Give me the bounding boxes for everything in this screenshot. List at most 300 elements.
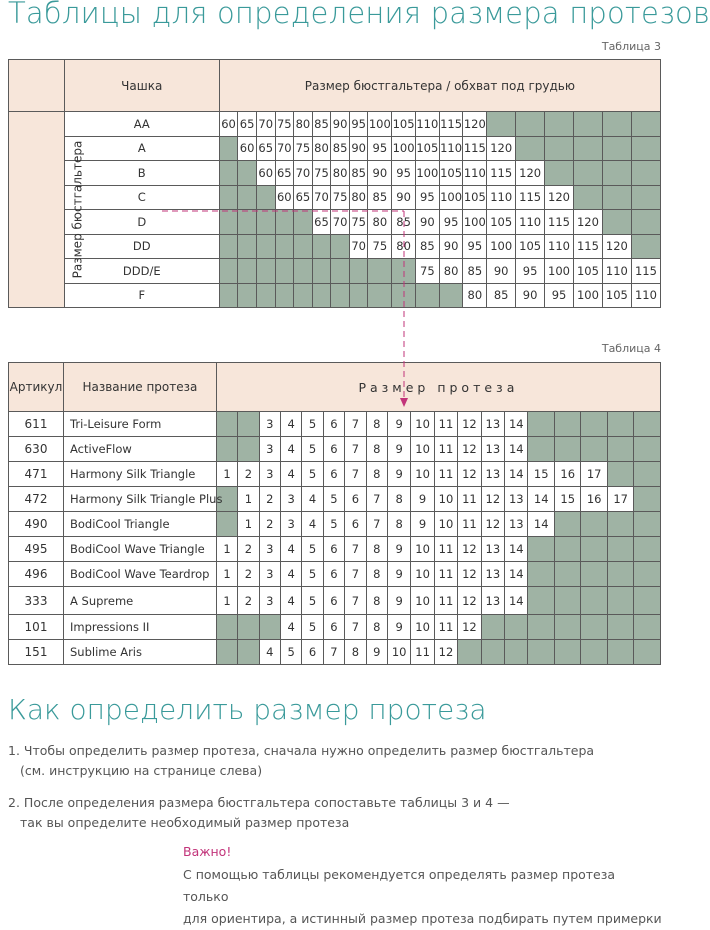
prosthesis-size-cell: 12	[458, 412, 481, 437]
prosthesis-size-cell: 13	[481, 537, 504, 562]
table4-caption: Таблица 4	[601, 342, 661, 355]
prosthesis-size-cell: 7	[345, 562, 366, 587]
table-row	[9, 112, 661, 137]
bra-size-cell: 90	[487, 259, 516, 284]
empty-cell	[238, 259, 257, 284]
prosthesis-size-cell: 6	[323, 437, 344, 462]
empty-cell	[275, 234, 294, 259]
prosthesis-size-cell: 14	[505, 437, 528, 462]
bra-size-cell: 90	[349, 136, 368, 161]
table-row	[9, 259, 661, 284]
prosthesis-size-cell: 8	[387, 487, 410, 512]
prosthesis-size-cell: 3	[259, 587, 280, 615]
bra-size-cell: 115	[439, 112, 463, 137]
prosthesis-name-cell: Harmony Silk Triangle Plus	[64, 487, 217, 512]
important-note-line-1: С помощью таблицы рекомендуется определять размер протеза только	[183, 867, 616, 904]
empty-cell	[238, 210, 257, 235]
prosthesis-size-cell: 9	[387, 437, 410, 462]
empty-cell	[516, 112, 545, 137]
prosthesis-size-cell: 16	[554, 462, 580, 487]
empty-cell	[331, 283, 350, 308]
empty-cell	[312, 234, 331, 259]
bra-size-cell: 80	[368, 210, 392, 235]
empty-cell	[607, 462, 633, 487]
empty-cell	[607, 587, 633, 615]
empty-cell	[554, 640, 580, 665]
prosthesis-size-cell: 4	[280, 412, 301, 437]
empty-cell	[554, 615, 580, 640]
page-title: Таблицы для определения размера протезов	[8, 0, 710, 30]
step-2-number: 2.	[8, 795, 20, 810]
bra-size-cell: 95	[545, 283, 574, 308]
prosthesis-size-cell: 6	[323, 537, 344, 562]
step-1-number: 1.	[8, 743, 20, 758]
empty-cell	[607, 412, 633, 437]
empty-cell	[458, 640, 481, 665]
prosthesis-size-cell: 9	[366, 640, 387, 665]
empty-cell	[528, 412, 554, 437]
prosthesis-size-cell: 1	[216, 587, 237, 615]
empty-cell	[602, 112, 631, 137]
bra-size-cell: 115	[631, 259, 660, 284]
empty-cell	[216, 512, 237, 537]
empty-cell	[256, 185, 275, 210]
table-row	[9, 587, 661, 615]
prosthesis-name-cell: A Supreme	[64, 587, 217, 615]
bra-size-cell: 90	[415, 210, 439, 235]
prosthesis-size-cell: 6	[345, 487, 366, 512]
bra-size-cell: 70	[275, 136, 294, 161]
empty-cell	[631, 210, 660, 235]
table-row	[9, 234, 661, 259]
bra-size-cell: 105	[516, 234, 545, 259]
prosthesis-size-cell: 12	[458, 437, 481, 462]
prosthesis-size-cell: 9	[387, 587, 410, 615]
prosthesis-size-cell: 11	[411, 640, 434, 665]
empty-cell	[487, 112, 516, 137]
bra-size-cell: 75	[331, 185, 350, 210]
bra-size-cell: 100	[392, 136, 416, 161]
bra-size-cell: 110	[545, 234, 574, 259]
prosthesis-size-cell: 13	[481, 587, 504, 615]
table-row	[9, 185, 661, 210]
table-row	[9, 562, 661, 587]
bra-size-cell: 110	[516, 210, 545, 235]
empty-cell	[294, 210, 313, 235]
prosthesis-size-cell: 12	[458, 462, 481, 487]
empty-cell	[481, 615, 504, 640]
empty-cell	[634, 412, 661, 437]
article-cell: 472	[9, 487, 64, 512]
bra-size-cell: 105	[602, 283, 631, 308]
important-title: Важно!	[183, 844, 232, 859]
empty-cell	[415, 283, 439, 308]
bra-size-cell: 60	[219, 112, 238, 137]
empty-cell	[581, 615, 607, 640]
bra-size-cell: 90	[331, 112, 350, 137]
bra-size-cell: 85	[349, 161, 368, 186]
prosthesis-name-cell: Impressions II	[64, 615, 217, 640]
prosthesis-size-cell: 10	[411, 462, 434, 487]
prosthesis-size-header-text: Размер протеза	[358, 379, 519, 395]
empty-cell	[602, 185, 631, 210]
bra-size-cell: 75	[312, 161, 331, 186]
prosthesis-size-cell: 8	[387, 512, 410, 537]
bra-size-cell: 100	[545, 259, 574, 284]
bra-size-cell: 95	[516, 259, 545, 284]
empty-cell	[545, 112, 574, 137]
prosthesis-size-cell: 9	[387, 412, 410, 437]
bra-size-cell: 115	[516, 185, 545, 210]
step-1-continuation: (см. инструкцию на странице слева)	[20, 763, 263, 778]
prosthesis-size-cell: 9	[411, 512, 434, 537]
bra-size-cell: 120	[602, 234, 631, 259]
empty-cell	[545, 161, 574, 186]
bra-size-cell: 120	[516, 161, 545, 186]
cup-label: F	[64, 283, 219, 308]
empty-cell	[634, 512, 661, 537]
empty-cell	[607, 512, 633, 537]
bra-size-cell: 115	[545, 210, 574, 235]
bra-size-cell: 95	[439, 210, 463, 235]
bra-size-cell: 80	[294, 112, 313, 137]
bra-size-header: Размер бюстгальтера / обхват под грудью	[219, 60, 660, 112]
empty-cell	[581, 412, 607, 437]
prosthesis-size-cell: 10	[434, 487, 457, 512]
article-cell: 333	[9, 587, 64, 615]
empty-cell	[216, 615, 237, 640]
bra-size-cell: 110	[602, 259, 631, 284]
prosthesis-size-cell: 12	[481, 512, 504, 537]
empty-cell	[238, 437, 259, 462]
prosthesis-size-cell: 12	[458, 562, 481, 587]
prosthesis-size-cell: 4	[280, 562, 301, 587]
empty-cell	[528, 587, 554, 615]
article-cell: 101	[9, 615, 64, 640]
article-cell: 611	[9, 412, 64, 437]
table-row	[9, 537, 661, 562]
prosthesis-size-cell: 4	[302, 512, 323, 537]
empty-cell	[581, 437, 607, 462]
bra-size-cell: 85	[415, 234, 439, 259]
bra-size-cell: 80	[439, 259, 463, 284]
empty-cell	[216, 640, 237, 665]
empty-cell	[275, 283, 294, 308]
empty-cell	[238, 234, 257, 259]
bra-size-cell: 70	[294, 161, 313, 186]
prosthesis-size-cell: 8	[345, 640, 366, 665]
prosthesis-size-cell: 11	[434, 562, 457, 587]
empty-cell	[602, 210, 631, 235]
empty-cell	[607, 562, 633, 587]
cup-label: DD	[64, 234, 219, 259]
prosthesis-size-cell: 13	[481, 562, 504, 587]
prosthesis-size-cell: 16	[581, 487, 607, 512]
empty-cell	[219, 234, 238, 259]
bra-size-cell: 70	[331, 210, 350, 235]
bra-size-cell: 120	[463, 112, 487, 137]
prosthesis-size-cell: 7	[345, 412, 366, 437]
article-header: Артикул	[9, 363, 64, 412]
prosthesis-size-cell: 11	[434, 587, 457, 615]
prosthesis-size-cell: 13	[505, 512, 528, 537]
prosthesis-size-cell: 13	[505, 487, 528, 512]
bra-size-cell: 85	[487, 283, 516, 308]
empty-cell	[294, 259, 313, 284]
empty-cell	[631, 234, 660, 259]
table-row	[9, 512, 661, 537]
prosthesis-size-cell: 11	[434, 615, 457, 640]
empty-cell	[216, 412, 237, 437]
prosthesis-size-cell: 4	[280, 615, 301, 640]
table-row	[9, 640, 661, 665]
prosthesis-size-cell: 7	[345, 462, 366, 487]
empty-cell	[602, 161, 631, 186]
prosthesis-size-cell: 1	[216, 537, 237, 562]
bra-size-cell: 60	[256, 161, 275, 186]
empty-cell	[554, 512, 580, 537]
empty-cell	[275, 210, 294, 235]
prosthesis-size-cell: 3	[259, 537, 280, 562]
empty-cell	[581, 562, 607, 587]
prosthesis-size-cell: 14	[505, 412, 528, 437]
empty-cell	[259, 615, 280, 640]
prosthesis-name-cell: BodiCool Wave Teardrop	[64, 562, 217, 587]
bra-size-cell: 65	[312, 210, 331, 235]
empty-cell	[528, 640, 554, 665]
empty-cell	[238, 161, 257, 186]
prosthesis-size-cell: 5	[323, 512, 344, 537]
prosthesis-size-cell: 7	[345, 537, 366, 562]
bra-size-cell: 65	[256, 136, 275, 161]
prosthesis-size-cell: 11	[458, 512, 481, 537]
prosthesis-size-cell: 1	[238, 487, 259, 512]
prosthesis-size-cell: 10	[411, 437, 434, 462]
prosthesis-size-cell: 7	[366, 512, 387, 537]
prosthesis-size-cell: 6	[323, 587, 344, 615]
bra-size-cell: 90	[392, 185, 416, 210]
prosthesis-size-cell: 5	[302, 412, 323, 437]
table-row	[9, 161, 661, 186]
bra-size-cell: 65	[275, 161, 294, 186]
prosthesis-size-cell: 7	[323, 640, 344, 665]
step-2-text: После определения размера бюстгальтера сопоставьте таблицы 3 и 4 —	[23, 795, 510, 810]
prosthesis-size-cell: 13	[481, 462, 504, 487]
prosthesis-size-cell: 7	[345, 437, 366, 462]
bra-size-cell: 80	[312, 136, 331, 161]
bra-size-cell: 80	[392, 234, 416, 259]
prosthesis-size-cell: 9	[387, 462, 410, 487]
empty-cell	[634, 487, 661, 512]
prosthesis-name-cell: Tri-Leisure Form	[64, 412, 217, 437]
empty-cell	[634, 537, 661, 562]
empty-cell	[634, 437, 661, 462]
prosthesis-size-cell: 11	[434, 412, 457, 437]
prosthesis-size-cell: 11	[434, 537, 457, 562]
prosthesis-size-cell: 8	[366, 462, 387, 487]
prosthesis-size-cell: 15	[528, 462, 554, 487]
bra-size-cell: 100	[368, 112, 392, 137]
bra-size-cell: 110	[415, 112, 439, 137]
bra-size-cell: 75	[368, 234, 392, 259]
bra-size-side-label-text: Размер бюстгальтера	[70, 140, 85, 279]
prosthesis-size-cell: 5	[302, 615, 323, 640]
prosthesis-size-cell: 11	[434, 437, 457, 462]
prosthesis-size-cell: 4	[280, 437, 301, 462]
bra-size-cell: 85	[368, 185, 392, 210]
empty-cell	[331, 234, 350, 259]
prosthesis-size-cell: 2	[238, 462, 259, 487]
empty-cell	[528, 537, 554, 562]
prosthesis-size-cell: 4	[280, 587, 301, 615]
prosthesis-size-cell: 8	[366, 562, 387, 587]
table3-corner	[9, 60, 65, 112]
prosthesis-size-cell: 8	[366, 615, 387, 640]
empty-cell	[573, 161, 602, 186]
bra-size-cell: 115	[487, 161, 516, 186]
empty-cell	[439, 283, 463, 308]
prosthesis-size-cell: 12	[458, 615, 481, 640]
empty-cell	[631, 112, 660, 137]
bra-size-cell: 65	[238, 112, 257, 137]
empty-cell	[554, 587, 580, 615]
prosthesis-size-cell: 14	[505, 537, 528, 562]
bra-size-cell: 80	[331, 161, 350, 186]
empty-cell	[219, 185, 238, 210]
prosthesis-name-cell: Harmony Silk Triangle	[64, 462, 217, 487]
bra-size-cell: 75	[294, 136, 313, 161]
how-to-title: Как определить размер протеза	[8, 693, 487, 726]
empty-cell	[554, 437, 580, 462]
empty-cell	[602, 136, 631, 161]
bra-size-cell: 75	[349, 210, 368, 235]
article-cell: 151	[9, 640, 64, 665]
empty-cell	[554, 562, 580, 587]
bra-size-cell: 120	[487, 136, 516, 161]
prosthesis-size-cell: 7	[366, 487, 387, 512]
empty-cell	[256, 259, 275, 284]
empty-cell	[368, 283, 392, 308]
table-row	[9, 283, 661, 308]
prosthesis-size-cell: 5	[302, 587, 323, 615]
table-row	[9, 210, 661, 235]
prosthesis-size-cell: 1	[216, 562, 237, 587]
prosthesis-name-cell: Sublime Aris	[64, 640, 217, 665]
step-1	[8, 741, 594, 781]
prosthesis-size-cell: 2	[238, 587, 259, 615]
prosthesis-size-cell: 6	[323, 615, 344, 640]
prosthesis-size-cell: 5	[302, 537, 323, 562]
prosthesis-size-cell: 5	[302, 562, 323, 587]
bra-size-cell: 85	[312, 112, 331, 137]
prosthesis-size-cell: 12	[481, 487, 504, 512]
bra-size-cell: 105	[392, 112, 416, 137]
empty-cell	[631, 161, 660, 186]
empty-cell	[528, 437, 554, 462]
bra-size-side-label	[9, 112, 85, 308]
article-cell: 630	[9, 437, 64, 462]
prosthesis-size-cell: 6	[323, 462, 344, 487]
bra-size-cell: 105	[573, 259, 602, 284]
empty-cell	[312, 283, 331, 308]
prosthesis-size-cell: 14	[505, 587, 528, 615]
empty-cell	[516, 136, 545, 161]
empty-cell	[219, 136, 238, 161]
empty-cell	[238, 283, 257, 308]
prosthesis-size-cell: 9	[387, 537, 410, 562]
prosthesis-size-cell: 3	[259, 437, 280, 462]
prosthesis-size-cell: 3	[259, 462, 280, 487]
bra-size-cell: 70	[312, 185, 331, 210]
prosthesis-size-cell: 13	[481, 412, 504, 437]
empty-cell	[256, 283, 275, 308]
empty-cell	[392, 283, 416, 308]
bra-size-cell: 110	[487, 185, 516, 210]
prosthesis-size-cell: 9	[411, 487, 434, 512]
prosthesis-size-cell: 12	[458, 587, 481, 615]
empty-cell	[368, 259, 392, 284]
prosthesis-size-cell: 4	[280, 537, 301, 562]
empty-cell	[238, 640, 259, 665]
empty-cell	[294, 234, 313, 259]
prosthesis-size-cell: 3	[280, 487, 301, 512]
article-cell: 495	[9, 537, 64, 562]
prosthesis-name-cell: BodiCool Wave Triangle	[64, 537, 217, 562]
empty-cell	[219, 210, 238, 235]
prosthesis-size-cell: 15	[554, 487, 580, 512]
empty-cell	[349, 259, 368, 284]
empty-cell	[219, 259, 238, 284]
prosthesis-size-cell: 7	[345, 615, 366, 640]
bra-size-cell: 105	[415, 136, 439, 161]
step-2-continuation: так вы определите необходимый размер протеза	[20, 815, 350, 830]
cup-label: D	[64, 210, 219, 235]
cup-label: DDD/E	[64, 259, 219, 284]
important-note-line-2: для ориентира, а истинный размер протеза подбирать путем примерки	[183, 911, 662, 926]
prosthesis-size-table	[8, 362, 661, 665]
prosthesis-size-cell: 14	[528, 487, 554, 512]
prosthesis-size-cell: 10	[411, 412, 434, 437]
empty-cell	[573, 136, 602, 161]
empty-cell	[634, 562, 661, 587]
bra-size-cell: 90	[439, 234, 463, 259]
table3-caption: Таблица 3	[601, 40, 661, 53]
prosthesis-size-cell: 10	[411, 562, 434, 587]
prosthesis-size-cell: 8	[366, 537, 387, 562]
prosthesis-size-cell: 2	[238, 562, 259, 587]
article-cell: 471	[9, 462, 64, 487]
empty-cell	[554, 412, 580, 437]
empty-cell	[581, 512, 607, 537]
bra-size-cell: 60	[275, 185, 294, 210]
cup-label: B	[64, 161, 219, 186]
prosthesis-size-cell: 3	[259, 412, 280, 437]
prosthesis-size-cell: 10	[411, 587, 434, 615]
empty-cell	[607, 615, 633, 640]
important-note	[183, 864, 663, 930]
empty-cell	[545, 136, 574, 161]
prosthesis-size-cell: 7	[345, 587, 366, 615]
bra-size-cell: 100	[487, 234, 516, 259]
bra-size-cell: 105	[487, 210, 516, 235]
bra-size-cell: 70	[349, 234, 368, 259]
prosthesis-size-cell: 10	[411, 537, 434, 562]
step-2	[8, 793, 510, 833]
empty-cell	[505, 640, 528, 665]
bra-size-cell: 80	[463, 283, 487, 308]
prosthesis-size-cell: 14	[505, 462, 528, 487]
empty-cell	[528, 615, 554, 640]
